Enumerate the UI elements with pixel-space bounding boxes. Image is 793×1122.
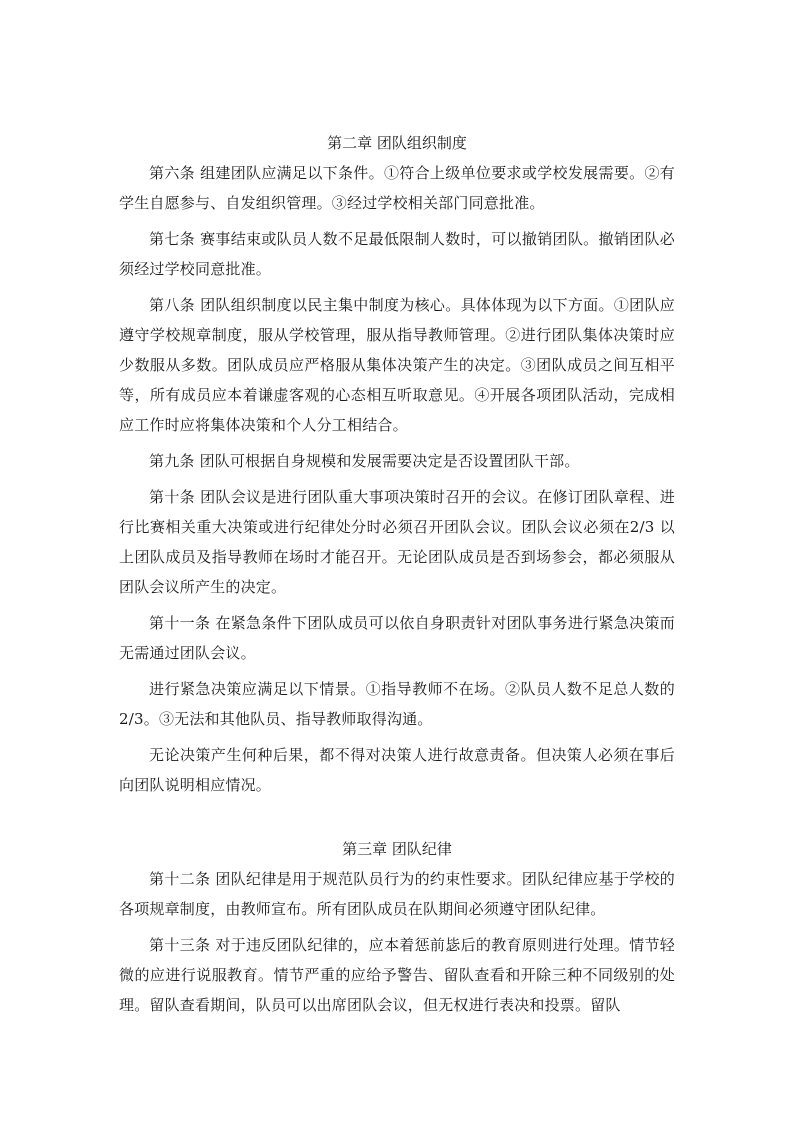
article-11: 第十一条 在紧急条件下团队成员可以依自身职责针对团队事务进行紧急决策而无需通过团队会议。 [119, 614, 675, 662]
article-10: 第十条 团队会议是进行团队重大事项决策时召开的会议。在修订团队章程、进行比赛相关重大决策或进行纪律处分时必须召开团队会议。团队会议必须在2/3 以上团队成员及指导教师在场时才能召开。无论团队成员是否到场参会，都必须服从团队会议所产生的决定。 [119, 488, 675, 596]
article-8: 第八条 团队组织制度以民主集中制度为核心。具体体现为以下方面。①团队应遵守学校规章制度，服从学校管理，服从指导教师管理。②进行团队集体决策时应少数服从多数。团队成员应严格服从集体决策产生的决定。③团队成员之间互相平等，所有成员应本着谦虚客观的心态相互听取意见。④开展各项团队活动，完成相应工作时应将集体决策和个人分工相结合。 [119, 296, 675, 434]
chapter-3-title: 第三章 团队纪律 [342, 840, 452, 858]
decision-accountability: 无论决策产生何种后果，都不得对决策人进行故意责备。但决策人必须在事后向团队说明相应情况。 [119, 746, 675, 794]
emergency-conditions: 进行紧急决策应满足以下情景。①指导教师不在场。②队员人数不足总人数的 2/3。③无法和其他队员、指导教师取得沟通。 [119, 680, 675, 728]
article-9: 第九条 团队可根据自身规模和发展需要决定是否设置团队干部。 [149, 452, 580, 470]
document-page [119, 128, 675, 1026]
article-7: 第七条 赛事结束或队员人数不足最低限制人数时，可以撤销团队。撤销团队必须经过学校同意批准。 [119, 230, 675, 278]
article-12: 第十二条 团队纪律是用于规范队员行为的约束性要求。团队纪律应基于学校的各项规章制度，由教师宣布。所有团队成员在队期间必须遵守团队纪律。 [119, 870, 675, 918]
article-6: 第六条 组建团队应满足以下条件。①符合上级单位要求或学校发展需要。②有学生自愿参与、自发组织管理。③经过学校相关部门同意批准。 [119, 164, 675, 212]
chapter-2-title: 第二章 团队组织制度 [327, 134, 467, 152]
article-13: 第十三条 对于违反团队纪律的，应本着惩前毖后的教育原则进行处理。情节轻微的应进行说服教育。情节严重的应给予警告、留队查看和开除三种不同级别的处理。留队查看期间，队员可以出席团队会议，但无权进行表决和投票。留队 [119, 936, 675, 1014]
section-gap [119, 806, 675, 834]
